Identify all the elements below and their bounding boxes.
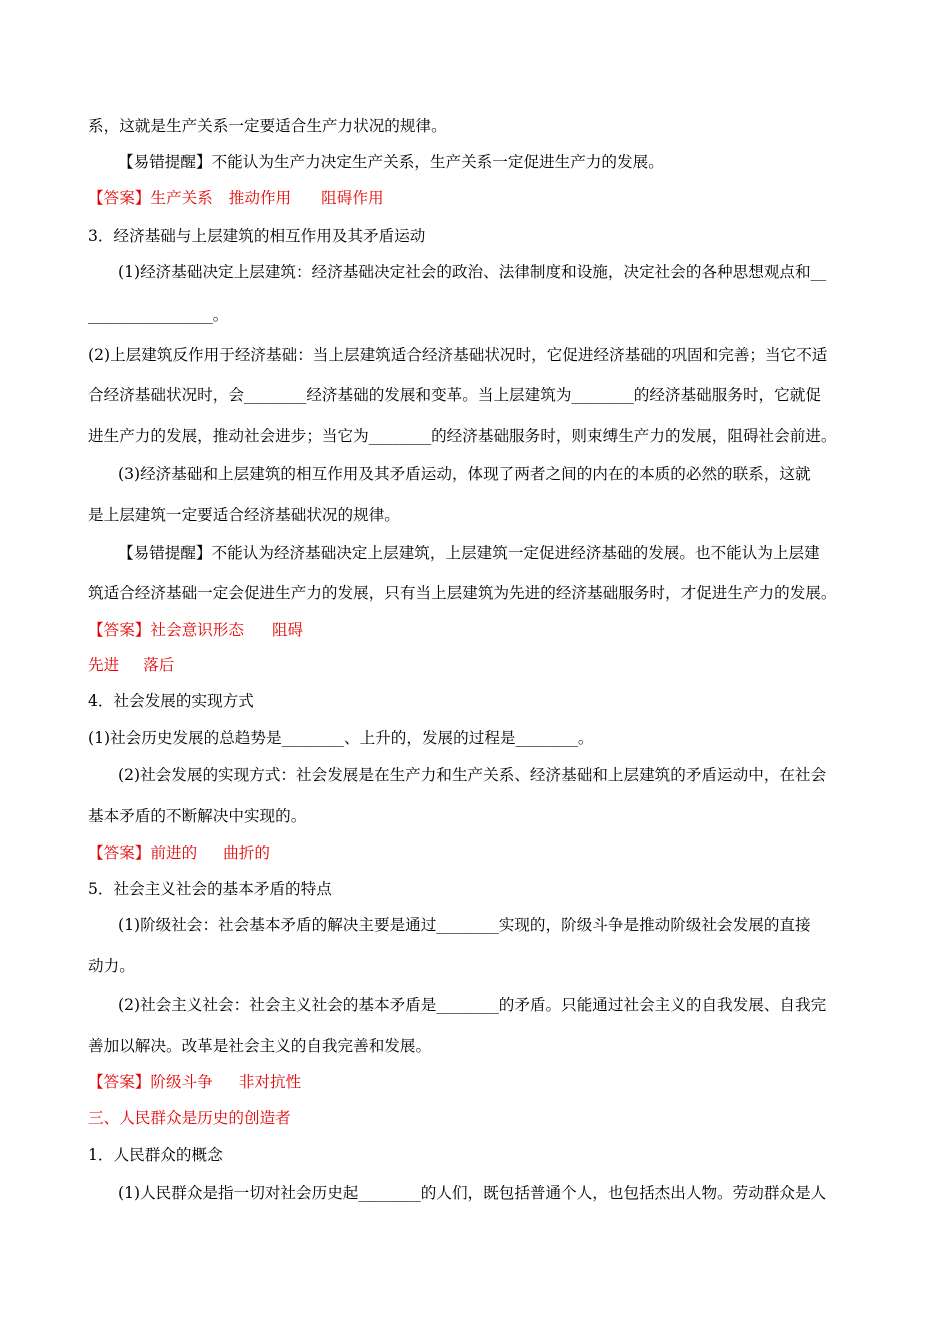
section-heading: 5．社会主义社会的基本矛盾的特点: [88, 880, 332, 898]
answer-line: 【答案】阶级斗争 非对抗性: [88, 1073, 302, 1091]
text-line: 基本矛盾的不断解决中实现的。: [88, 807, 307, 825]
tip-line: 【易错提醒】不能认为经济基础决定上层建筑，上层建筑一定促进经济基础的发展。也不能认为上层建: [118, 544, 820, 562]
text-line: 进生产力的发展，推动社会进步；当它为________的经济基础服务时，则束缚生产力的发展，阻碍社会前进。: [88, 427, 837, 445]
answer-line: 【答案】前进的 曲折的: [88, 844, 270, 862]
answer-line: 【答案】生产关系 推动作用 阻碍作用: [88, 189, 384, 207]
text-line: (1)阶级社会：社会基本矛盾的解决主要是通过________实现的，阶级斗争是推动阶级社会发展的直接: [118, 916, 811, 934]
section-heading: 4．社会发展的实现方式: [88, 692, 254, 710]
text-line: 动力。: [88, 957, 135, 975]
section-heading: 3．经济基础与上层建筑的相互作用及其矛盾运动: [88, 227, 426, 245]
tip-line: 【易错提醒】不能认为生产力决定生产关系，生产关系一定促进生产力的发展。: [118, 153, 664, 171]
text-line: ________________。: [88, 306, 229, 324]
text-line: (1)人民群众是指一切对社会历史起________的人们，既包括普通个人，也包括杰出人物。劳动群众是人: [118, 1184, 827, 1202]
text-line: (3)经济基础和上层建筑的相互作用及其矛盾运动，体现了两者之间的内在的本质的必然的联系，这就: [118, 465, 811, 483]
answer-line: 【答案】社会意识形态 阻碍: [88, 621, 304, 639]
text-line: 是上层建筑一定要适合经济基础状况的规律。: [88, 506, 400, 524]
tip-line: 筑适合经济基础一定会促进生产力的发展，只有当上层建筑为先进的经济基础服务时，才促进生产力的发展。: [88, 584, 837, 602]
text-line: (2)社会发展的实现方式：社会发展是在生产力和生产关系、经济基础和上层建筑的矛盾运动中，在社会: [118, 766, 827, 784]
text-line: (1)社会历史发展的总趋势是________、上升的，发展的过程是________。: [88, 729, 594, 747]
answer-line: 先进 落后: [88, 656, 175, 674]
text-line: (2)社会主义社会：社会主义社会的基本矛盾是________的矛盾。只能通过社会主义的自我发展、自我完: [118, 996, 827, 1014]
text-line: 合经济基础状况时，会________经济基础的发展和变革。当上层建筑为________的经济基础服务时，它就促: [88, 386, 821, 404]
text-line: (1)经济基础决定上层建筑：经济基础决定社会的政治、法律制度和设施，决定社会的各种思想观点和__: [118, 263, 827, 281]
section-heading: 三、人民群众是历史的创造者: [88, 1109, 291, 1127]
section-heading: 1．人民群众的概念: [88, 1146, 223, 1164]
text-line: (2)上层建筑反作用于经济基础：当上层建筑适合经济基础状况时，它促进经济基础的巩固和完善；当它不适: [88, 346, 828, 364]
text-line: 善加以解决。改革是社会主义的自我完善和发展。: [88, 1037, 432, 1055]
text-line: 系，这就是生产关系一定要适合生产力状况的规律。: [88, 117, 447, 135]
